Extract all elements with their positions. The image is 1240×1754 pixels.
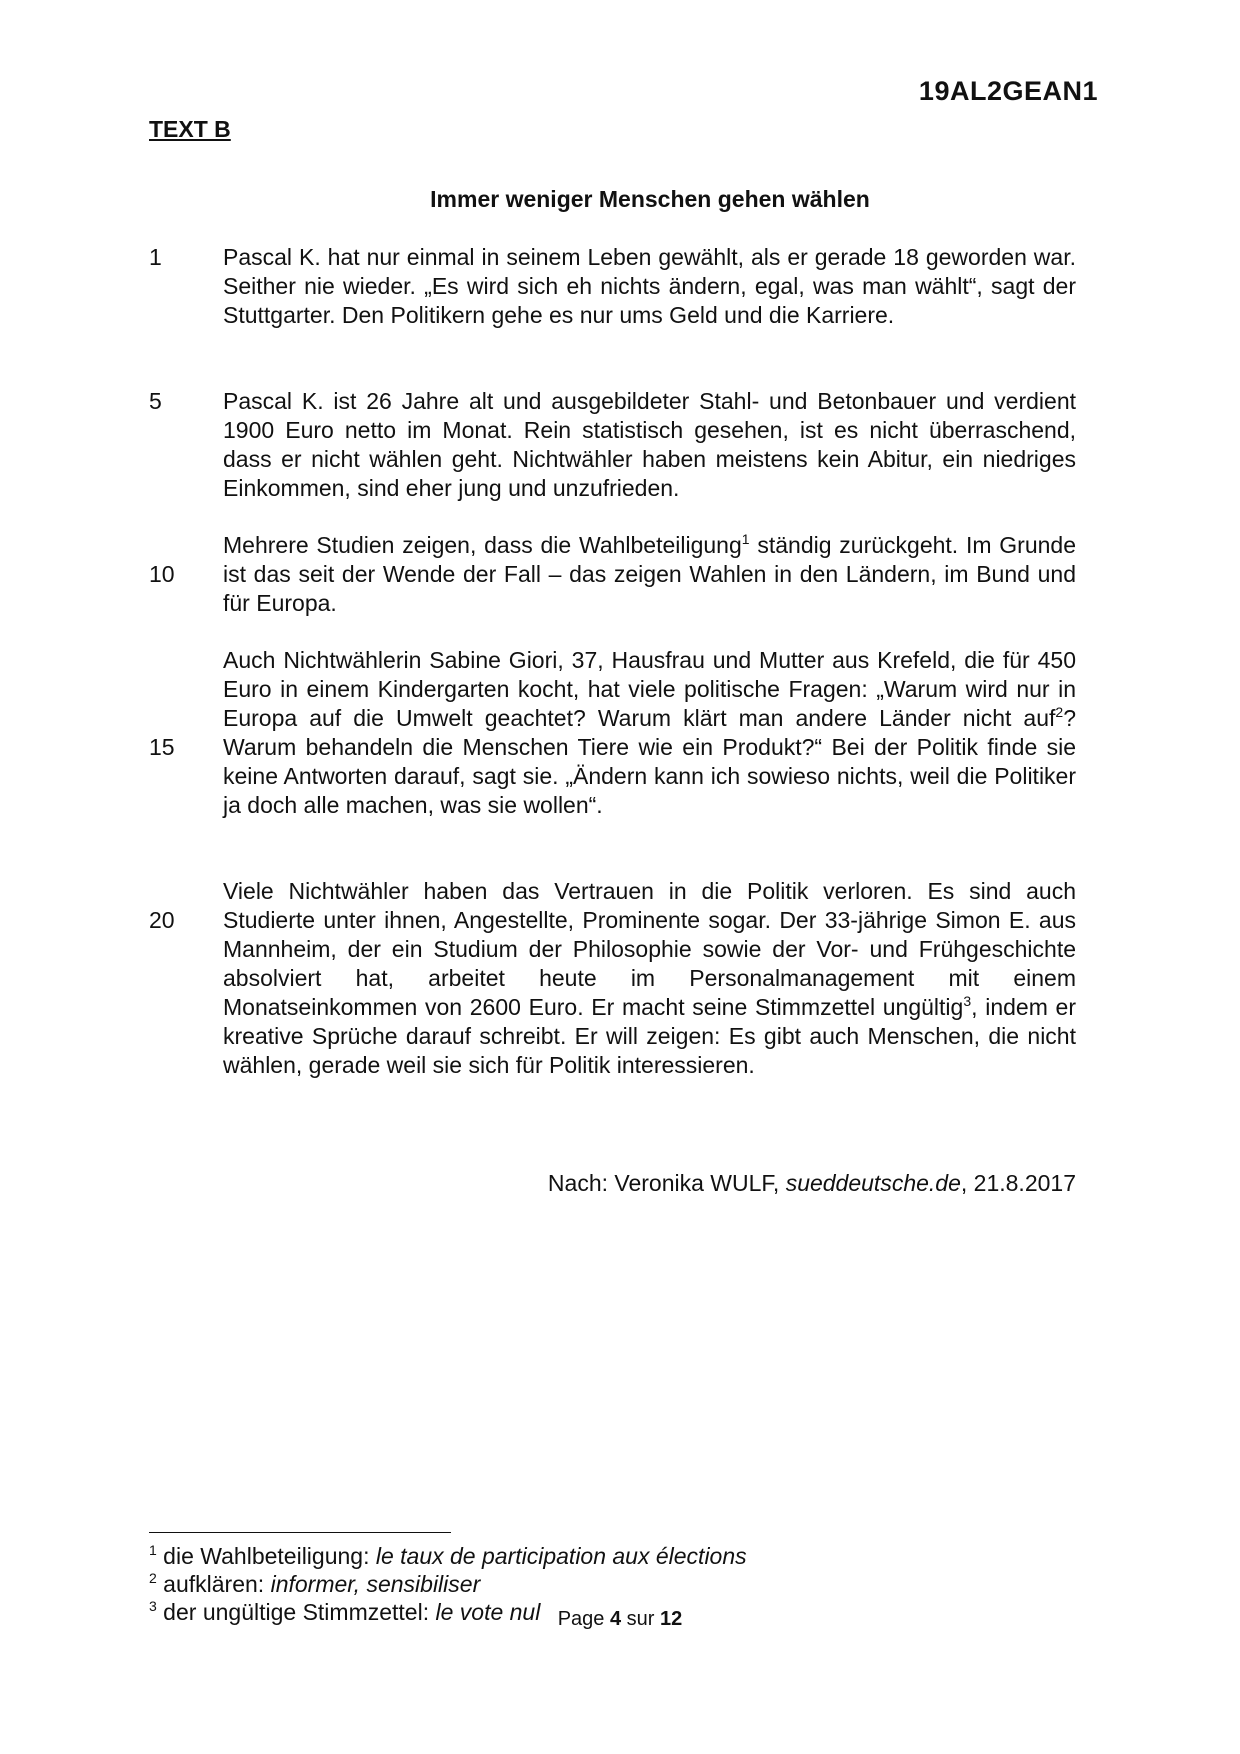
footnote-number: 2: [149, 1570, 157, 1586]
line-number: 10: [149, 561, 175, 587]
paragraph-2: Pascal K. ist 26 Jahre alt und ausgebildeter Stahl- und Betonbauer und verdient 1900 Euro netto im Monat. Rein statistisch gesehen, ist es nicht überraschend, dass er nicht wählen geht. Nichtwähler haben meistens kein Abitur, ein niedriges Einkommen, sind eher jung und unzufrieden.: [223, 388, 1076, 501]
footnote-term: aufklären:: [156, 1571, 271, 1597]
paragraph-4-text-b: ? Warum behandeln die Menschen Tiere wie ein Produkt?“ Bei der Politik finde sie keine Antworten darauf, sagt sie. „Ändern kann ich sowieso nichts, weil die Politiker ja doch alle machen, was sie wollen“.: [223, 705, 1076, 818]
page-word: Page: [557, 1608, 610, 1630]
paragraph-5: [223, 877, 1076, 1080]
source-site: sueddeutsche.de: [785, 1170, 961, 1196]
footnote-translation: le taux de participation aux élections: [375, 1543, 747, 1569]
article-source: [548, 1170, 1076, 1197]
footnote-number: 3: [149, 1598, 157, 1614]
paragraph-5-text-b: , indem er kreative Sprüche darauf schreibt. Er will zeigen: Es gibt auch Menschen, die nicht wählen, gerade weil sie sich für Politik interessieren.: [223, 994, 1076, 1078]
footnote-translation: informer, sensibiliser: [270, 1571, 481, 1597]
page-number: [0, 1608, 1240, 1631]
line-number: 20: [149, 907, 175, 933]
footnote-ref: 3: [963, 993, 972, 1009]
section-label: TEXT B: [149, 116, 231, 142]
article-title: Immer weniger Menschen gehen wählen: [430, 186, 870, 212]
paragraph-3: [223, 531, 1076, 618]
line-number: 1: [149, 244, 162, 270]
footnote-ref: 2: [1055, 704, 1064, 720]
footnote-term: der ungültige Stimmzettel:: [156, 1599, 436, 1625]
footnote-term: die Wahlbeteiligung:: [156, 1543, 376, 1569]
footnote-2: [149, 1570, 480, 1598]
paragraph-5-text-a: Viele Nichtwähler haben das Vertrauen in die Politik verloren. Es sind auch Studierte unter ihnen, Angestellte, Prominente sogar. Der 33-jährige Simon E. aus Mannheim, der ein Studium der Philosophie sowie der Vor- und Frühgeschichte absolviert hat, arbeitet heute im Personalmanagement mit einem Monatseinkommen von 2600 Euro. Er macht seine Stimmzettel ungültig: [223, 878, 1076, 1020]
source-author: Nach: Veronika WULF,: [547, 1170, 786, 1196]
line-number: 5: [149, 388, 162, 414]
page-of: sur: [621, 1608, 661, 1630]
footnote-translation: le vote nul: [435, 1599, 541, 1625]
paragraph-4-text-a: Auch Nichtwählerin Sabine Giori, 37, Hausfrau und Mutter aus Krefeld, die für 450 Euro in einem Kindergarten kocht, hat viele politische Fragen: „Warum wird nur in Europa auf die Umwelt geachtet? Warum klärt man andere Länder nicht auf: [223, 647, 1076, 731]
footnote-divider: [149, 1532, 451, 1533]
paragraph-3-text-a: Mehrere Studien zeigen, dass die Wahlbeteiligung: [223, 532, 742, 558]
source-date: , 21.8.2017: [960, 1170, 1076, 1196]
footnote-1: [149, 1542, 747, 1570]
document-code: 19AL2GEAN1: [918, 76, 1098, 106]
footnote-number: 1: [149, 1542, 157, 1558]
paragraph-1: Pascal K. hat nur einmal in seinem Leben gewählt, als er gerade 18 geworden war. Seither nie wieder. „Es wird sich eh nichts ändern, egal, was man wählt“, sagt der Stuttgarter. Den Politikern gehe es nur ums Geld und die Karriere.: [223, 244, 1076, 328]
paragraph-3-text-b: ständig zurückgeht. Im Grunde ist das seit der Wende der Fall – das zeigen Wahlen in den Ländern, im Bund und für Europa.: [223, 532, 1077, 616]
page-current: 4: [609, 1608, 622, 1630]
page-total: 12: [660, 1608, 683, 1630]
line-number: 15: [149, 734, 175, 760]
paragraph-4: [223, 646, 1076, 820]
footnote-ref: 1: [741, 531, 750, 547]
